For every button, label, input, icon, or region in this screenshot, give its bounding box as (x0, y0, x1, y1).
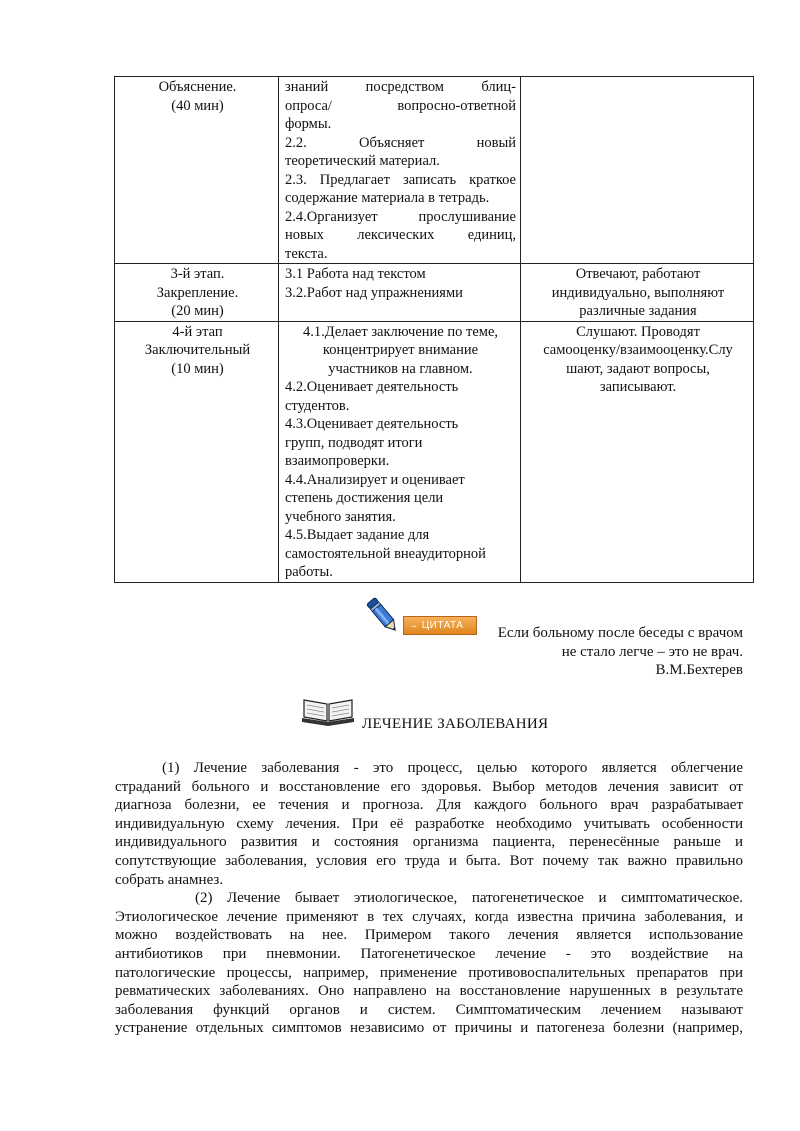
quote-line: Если больному после беседы с врачом (497, 625, 743, 641)
teacher-line: знаний посредством блиц- (285, 79, 516, 95)
section-title: ЛЕЧЕНИЕ ЗАБОЛЕВАНИЯ (362, 716, 549, 732)
teacher-activity-cell (279, 77, 521, 264)
teacher-line: групп, подводят итоги (285, 434, 423, 451)
teacher-line: самостоятельной внеаудиторной (285, 545, 486, 562)
paragraph-line: индивидуальную схему лечения. При её разработке необходимо учитывать особенности (115, 815, 743, 832)
teacher-line: участников на главном. (328, 360, 473, 377)
table-row (115, 77, 754, 264)
teacher-line: 4.1.Делает заключение по теме, (303, 323, 498, 340)
teacher-line: 3.1 Работа над текстом (285, 266, 426, 282)
stage-line: 4-й этап (172, 323, 223, 340)
teacher-line: 4.4.Анализирует и оценивает (285, 471, 465, 488)
paragraph (115, 759, 743, 889)
table-row (115, 321, 754, 582)
stage-cell (115, 264, 279, 322)
teacher-activity-cell (279, 264, 521, 322)
student-activity-cell (521, 264, 754, 322)
table-row (115, 264, 754, 322)
paragraph-line: антибиотиков при пневмонии. Патогенетическое лечение - это воздействие на (115, 945, 743, 962)
paragraph-line: можно воздействовать на нее. Примером такого лечения является использование (115, 927, 743, 944)
teacher-line: учебного занятия. (285, 508, 396, 525)
paragraph-line: (2) Лечение бывает этиологическое, патогенетическое и симптоматическое. (195, 890, 743, 907)
book-icon (298, 696, 358, 726)
paragraph-line: собрать анамнез. (115, 871, 224, 888)
teacher-line: степень достижения цели (285, 490, 444, 506)
paragraph (115, 889, 743, 1038)
student-activity-cell (521, 77, 754, 264)
student-activity-cell (521, 321, 754, 582)
teacher-line: 4.5.Выдает задание для (285, 527, 430, 543)
stage-line: (20 мин) (171, 303, 224, 319)
student-line: Слушают. Проводят (576, 323, 700, 340)
quote-button[interactable]: → ЦИТАТА (403, 616, 477, 635)
teacher-line: теоретический материал. (285, 153, 440, 169)
pencil-icon (366, 596, 402, 636)
student-line: индивидуально, выполняют (551, 284, 725, 301)
lesson-plan-table (114, 76, 754, 583)
teacher-line: 2.2. Объясняет новый (285, 134, 516, 151)
teacher-line: опроса/ вопросно-ответной (285, 97, 516, 114)
epigraph-quote (498, 624, 743, 680)
teacher-line: новых лексических единиц, (285, 227, 516, 243)
stage-line: Заключительный (144, 342, 251, 358)
student-line: самооценку/взаимооценку.Слу (543, 342, 733, 358)
paragraph-line: Этиологическое лечение применяют в тех случаях, когда известна причина заболевания, и (115, 908, 743, 925)
paragraph-line: страданий больного и восстановление его здоровья. Выбор методов лечения зависит от (115, 778, 743, 795)
stage-cell (115, 77, 279, 264)
paragraph-line: ревматических заболеваниях. Оно направлено на восстановление нарушенных в результате (115, 983, 743, 1000)
stage-line: Объяснение. (158, 79, 237, 95)
student-line: различные задания (579, 303, 697, 319)
teacher-activity-cell (279, 321, 521, 582)
student-line: шают, задают вопросы, (566, 360, 710, 377)
stage-cell (115, 321, 279, 582)
teacher-line: взаимопроверки. (285, 453, 390, 469)
teacher-line: 2.4.Организует прослушивание (285, 208, 516, 225)
teacher-line: 2.3. Предлагает записать краткое (285, 171, 516, 188)
paragraph-line: индивидуального развития и состояния организма пациента, перенесённые раньше и (115, 834, 743, 851)
paragraph-line: (1) Лечение заболевания - это процесс, целью которого является облегчение (162, 760, 743, 776)
paragraph-line: сопутствующие заболевания, условия его труда и быта. Вот почему так важно правильно (115, 852, 743, 869)
teacher-line: концентрирует внимание (322, 342, 479, 358)
teacher-line: студентов. (285, 397, 350, 414)
stage-line: (10 мин) (171, 360, 224, 377)
quote-author: В.М.Бехтерев (655, 662, 743, 678)
teacher-line: формы. (285, 116, 332, 132)
paragraph-line: диагноза болезни, ее течения и прогноза. Для каждого больного врач разрабатывает (115, 797, 743, 814)
teacher-line: работы. (285, 564, 333, 580)
teacher-line: 4.2.Оценивает деятельность (285, 379, 459, 395)
teacher-line: содержание материала в тетрадь. (285, 190, 490, 206)
quote-line: не стало легче – это не врач. (561, 643, 743, 660)
body-text (115, 759, 743, 1038)
stage-line: (40 мин) (171, 97, 224, 114)
paragraph-line: патологические процессы, например, применение противовоспалительных препаратов при (115, 964, 743, 981)
student-line: записывают. (599, 379, 677, 395)
paragraph-line: устранение отдельных симптомов независимо от причины и патогенеза болезни (например, (115, 1020, 743, 1037)
teacher-line: 4.3.Оценивает деятельность (285, 416, 459, 432)
paragraph-line: заболевания функций органов и систем. Симптоматическим лечением называют (115, 1001, 743, 1018)
stage-line: 3-й этап. (170, 266, 225, 282)
teacher-line: 3.2.Работ над упражнениями (285, 284, 463, 301)
teacher-line: текста. (285, 245, 328, 262)
student-line: Отвечают, работают (575, 266, 701, 282)
stage-line: Закрепление. (156, 284, 239, 301)
